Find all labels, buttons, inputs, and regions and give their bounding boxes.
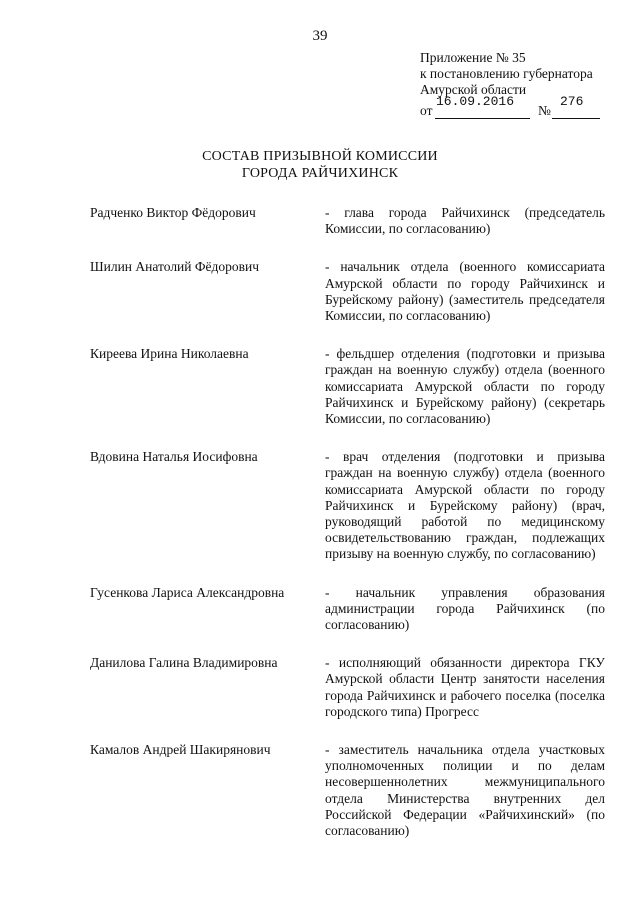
date-underline <box>435 118 530 119</box>
list-item <box>90 346 610 427</box>
member-role: - начальник отдела (военного комиссариата Амурской области по городу Райчихинск и Бурейскому району) (заместитель председателя Комиссии, по согласованию) <box>325 259 605 324</box>
decree-date: 16.09.2016 <box>436 94 515 109</box>
appendix-decree-ref: к постановлению губернатора <box>420 66 593 81</box>
member-role: - исполняющий обязанности директора ГКУ Амурской области Центр занятости населения города Райчихинск и рабочего поселка (поселка городского типа) Прогресс <box>325 655 605 719</box>
member-name: Данилова Галина Владимировна <box>90 655 278 671</box>
number-prefix: № <box>538 103 551 118</box>
member-list <box>90 205 610 861</box>
appendix-number: Приложение № 35 <box>420 50 526 65</box>
member-name: Гусенкова Лариса Александровна <box>90 584 285 600</box>
member-role: - заместитель начальника отдела участковых уполномоченных полиции и по делам несовершеннолетних межмуниципального отдела Министерства внутренних дел Российской Федерации «Райчихинский» (по согласованию) <box>325 742 605 839</box>
page-number: 39 <box>312 28 328 44</box>
title-line-1: СОСТАВ ПРИЗЫВНОЙ КОМИССИИ <box>202 149 438 164</box>
member-role: - фельдшер отделения (подготовки и призыва граждан на военную службу) отдела (военного комиссариата Амурской области по городу Райчихинск и Бурейскому району) (секретарь Комиссии, по согласованию) <box>325 346 605 427</box>
list-item <box>90 449 610 562</box>
date-prefix: от <box>420 103 433 118</box>
list-item <box>90 205 610 237</box>
decree-number: 276 <box>560 94 584 109</box>
list-item <box>90 585 610 634</box>
member-role: - глава города Райчихинск (председатель Комиссии, по согласованию) <box>325 205 605 237</box>
member-name: Шилин Анатолий Фёдорович <box>90 259 260 275</box>
list-item <box>90 259 610 324</box>
member-name: Киреева Ирина Николаевна <box>90 346 249 362</box>
member-role: - начальник управления образования администрации города Райчихинск (по согласованию) <box>325 584 605 633</box>
decree-date-row <box>420 94 593 120</box>
list-item <box>90 742 610 839</box>
member-name: Камалов Андрей Шакирянович <box>90 742 271 758</box>
appendix-header <box>420 50 593 120</box>
member-name: Вдовина Наталья Иосифовна <box>90 449 258 465</box>
list-item <box>90 655 610 720</box>
member-role: - врач отделения (подготовки и призыва граждан на военную службу) отдела (военного комиссариата Амурской области по городу Райчихинск и Бурейскому району) (врач, руководящий работой по медицинскому освидетельствованию граждан, подлежащих призыву на военную службу, по согласованию) <box>325 449 605 562</box>
appendix-region: Амурской области <box>420 82 527 97</box>
member-name: Радченко Виктор Фёдорович <box>90 205 256 220</box>
number-underline <box>552 118 600 119</box>
document-title <box>0 148 640 182</box>
title-line-2: ГОРОДА РАЙЧИХИНСК <box>241 166 399 181</box>
